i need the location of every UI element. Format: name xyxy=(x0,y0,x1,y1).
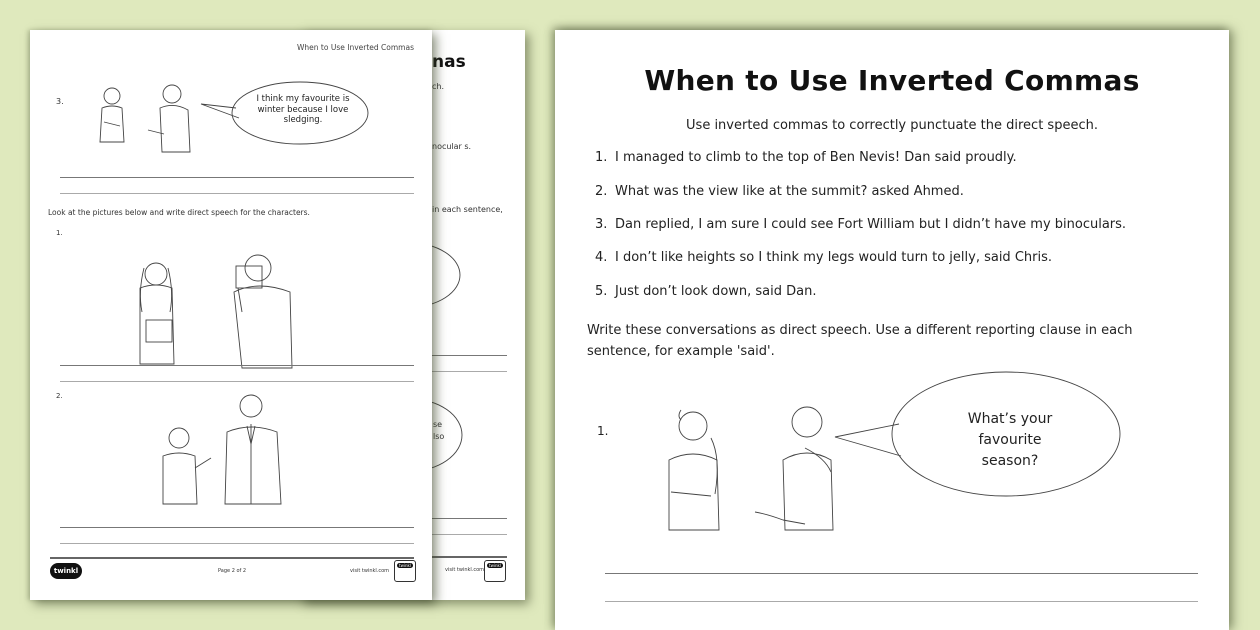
picture-number: 2. xyxy=(56,392,63,400)
page-title: When to Use Inverted Commas xyxy=(644,64,1140,97)
exercise-item xyxy=(595,150,1017,165)
speech-bubble-text-box xyxy=(935,410,1085,470)
answer-line xyxy=(60,193,414,194)
item-number: 4. xyxy=(595,250,608,265)
conversation-number: 1. xyxy=(597,424,609,438)
footer-divider xyxy=(432,556,507,558)
answer-line xyxy=(605,573,1198,574)
footer-site: visit twinkl.com xyxy=(350,568,390,574)
text-fragment: in each sentence, xyxy=(432,205,503,214)
twinkl-logo-icon: twinkl xyxy=(50,563,82,579)
answer-line xyxy=(432,534,507,535)
page-number-label: Page 2 of 2 xyxy=(218,568,247,574)
item-number: 5. xyxy=(595,284,608,299)
exercise-item xyxy=(595,184,964,199)
illustration-boy-and-man xyxy=(155,392,295,508)
answer-line xyxy=(432,355,507,356)
twinkl-badge-icon: twinkl xyxy=(484,560,506,582)
answer-line xyxy=(60,365,414,366)
speech-bubble-text: I think my favourite is winter because I love sledging. xyxy=(256,94,350,126)
picture-number: 1. xyxy=(56,229,63,237)
speech-bubble-text-box xyxy=(248,82,358,138)
question-number: 3. xyxy=(56,97,64,106)
answer-line xyxy=(60,381,414,382)
item-text: I managed to climb to the top of Ben Nevis! Dan said proudly. xyxy=(615,150,1017,165)
footer-divider xyxy=(50,557,414,559)
page-title-fragment: nas xyxy=(432,52,466,72)
instruction-text: Use inverted commas to correctly punctuate the direct speech. xyxy=(686,118,1098,133)
item-number: 1. xyxy=(595,150,608,165)
item-text: I don’t like heights so I think my legs would turn to jelly, said Chris. xyxy=(615,250,1052,265)
text-fragment: nocular s. xyxy=(432,142,472,151)
exercise-item xyxy=(595,217,1126,232)
item-number: 3. xyxy=(595,217,608,232)
exercise-item xyxy=(595,250,1052,265)
illustration-two-children xyxy=(92,82,202,157)
answer-line xyxy=(60,527,414,528)
instruction-paragraph: Write these conversations as direct speech. Use a different reporting clause in each sentence, for example 'said'. xyxy=(587,323,1133,359)
text-fragment: ch. xyxy=(432,82,445,91)
worksheet-page-right xyxy=(555,30,1229,630)
answer-line xyxy=(60,543,414,544)
item-text: Dan replied, I am sure I could see Fort William but I didn’t have my binoculars. xyxy=(615,217,1127,232)
item-text: Just don’t look down, said Dan. xyxy=(615,284,817,299)
answer-line xyxy=(605,601,1198,602)
speech-bubble-text: What’s your favourite season? xyxy=(967,410,1053,469)
page-header: When to Use Inverted Commas xyxy=(297,43,414,52)
illustration-girl-and-photographer xyxy=(130,252,320,370)
instruction-text: Look at the pictures below and write direct speech for the characters. xyxy=(48,208,310,217)
item-text: What was the view like at the summit? asked Ahmed. xyxy=(615,184,964,199)
footer-site: visit twinkl.com xyxy=(445,567,485,573)
twinkl-badge-icon: twinkl xyxy=(394,560,416,582)
text-fragment: lso xyxy=(433,432,445,441)
answer-line xyxy=(60,177,414,178)
worksheet-page-left xyxy=(30,30,432,600)
item-number: 2. xyxy=(595,184,608,199)
illustration-two-children xyxy=(655,398,845,533)
text-fragment: se xyxy=(433,420,443,429)
answer-line xyxy=(432,371,507,372)
exercise-item xyxy=(595,284,817,299)
answer-line xyxy=(432,518,507,519)
